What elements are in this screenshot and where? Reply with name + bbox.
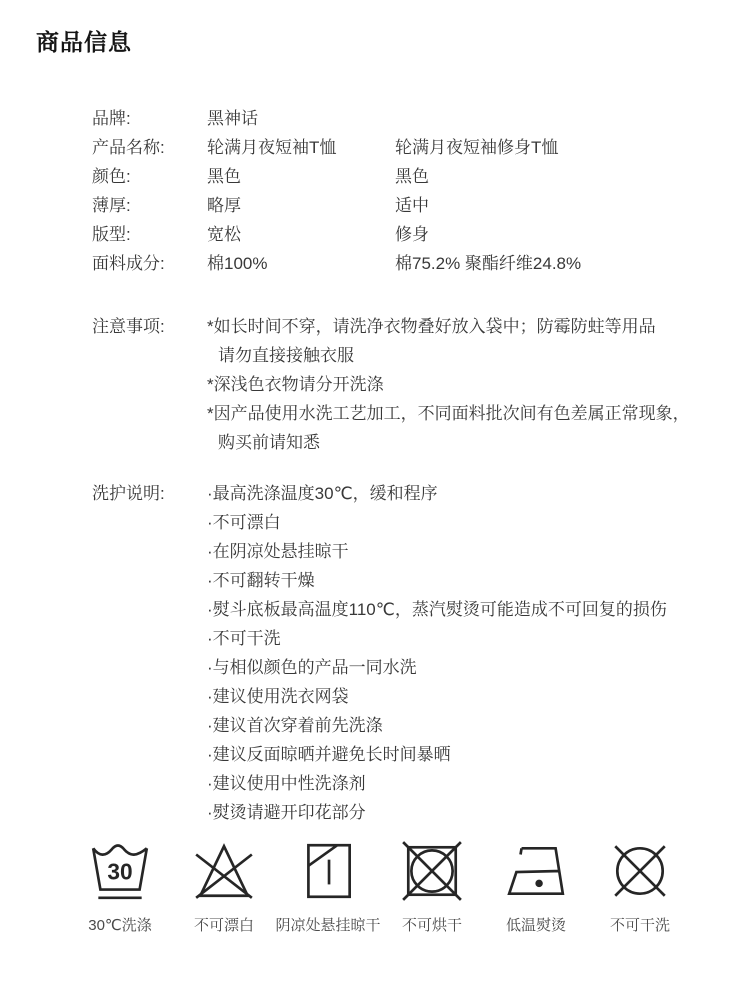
- care-item: ·建议反面晾晒并避免长时间暴晒: [207, 745, 451, 764]
- page-title: 商品信息: [36, 29, 132, 55]
- care-item: ·不可干洗: [207, 629, 281, 648]
- care-symbol-iron-low: [486, 838, 586, 935]
- care-symbol-wash-30: [70, 838, 170, 935]
- notice-line: *因产品使用水洗工艺加工，不同面料批次间有色差属正常现象，: [207, 404, 690, 423]
- care-symbol-no-tumble-dry: [382, 838, 482, 935]
- care-item: ·不可漂白: [207, 513, 281, 532]
- spec-value: 略厚: [207, 196, 241, 215]
- spec-value: 宽松: [207, 225, 241, 244]
- spec-label: 薄厚:: [92, 196, 131, 215]
- spec-row-color: [92, 162, 750, 191]
- care-item: ·在阴凉处悬挂晾干: [207, 542, 349, 561]
- notice-line: *如长时间不穿，请洗净衣物叠好放入袋中；防霉防蛀等用品: [207, 317, 656, 336]
- spec-value: 黑色: [395, 167, 429, 186]
- care-symbol-label: 低温熨烫: [505, 917, 566, 934]
- care-symbol-label: 不可干洗: [609, 917, 670, 934]
- care-item: ·建议使用洗衣网袋: [207, 687, 349, 706]
- care-instructions-section: [92, 479, 750, 827]
- spec-table: [92, 104, 750, 278]
- care-item: ·熨烫请避开印花部分: [207, 803, 366, 822]
- care-symbols-row: [70, 838, 690, 935]
- care-symbol-no-bleach: [174, 838, 274, 935]
- care-item: ·熨斗底板最高温度110℃，蒸汽熨烫可能造成不可回复的损伤: [207, 600, 667, 619]
- spec-value: 轮满月夜短袖T恤: [207, 138, 337, 157]
- notice-line: *深浅色衣物请分开洗涤: [207, 375, 384, 394]
- care-symbol-shade-hang-dry: [275, 838, 381, 935]
- care-symbol-no-dry-clean: [590, 838, 690, 935]
- care-label: 洗护说明:: [92, 484, 165, 503]
- spec-row-product-name: [92, 133, 750, 162]
- no-dry-clean-icon: [607, 838, 673, 904]
- spec-row-fit: [92, 220, 750, 249]
- notice-line: 请勿直接接触衣服: [218, 346, 354, 365]
- no-bleach-icon: [191, 838, 257, 904]
- notice-line: 购买前请知悉: [218, 433, 320, 452]
- spec-value: 修身: [395, 225, 429, 244]
- care-symbol-label: 不可漂白: [193, 917, 254, 934]
- spec-label: 版型:: [92, 225, 131, 244]
- spec-value: 轮满月夜短袖修身T恤: [395, 138, 559, 157]
- spec-row-fabric: [92, 249, 750, 278]
- spec-value: 棉75.2% 聚酯纤维24.8%: [395, 254, 582, 273]
- spec-label: 颜色:: [92, 167, 131, 186]
- care-symbol-label: 阴凉处悬挂晾干: [275, 917, 381, 934]
- spec-value: 适中: [395, 196, 429, 215]
- spec-value: 棉100%: [207, 254, 268, 273]
- wash-temp-number: 30: [107, 858, 133, 885]
- notice-label: 注意事项:: [92, 317, 165, 336]
- care-body: [207, 479, 750, 827]
- spec-row-thickness: [92, 191, 750, 220]
- spec-value: 黑神话: [207, 109, 258, 128]
- spec-label: 面料成分:: [92, 254, 165, 273]
- care-item: ·与相似颜色的产品一同水洗: [207, 658, 417, 677]
- care-symbol-label: 不可烘干: [401, 917, 462, 934]
- shade-hang-dry-icon: [295, 838, 361, 904]
- notice-body: [207, 312, 750, 457]
- spec-label: 产品名称:: [92, 138, 165, 157]
- spec-value: [395, 104, 750, 133]
- care-item: ·最高洗涤温度30℃，缓和程序: [207, 484, 438, 503]
- wash-30-icon: [87, 838, 153, 904]
- notice-section: [92, 312, 750, 457]
- care-item: ·建议首次穿着前先洗涤: [207, 716, 383, 735]
- care-symbol-label: 30℃洗涤: [88, 917, 152, 934]
- care-item: ·建议使用中性洗涤剂: [207, 774, 366, 793]
- spec-value: 黑色: [207, 167, 241, 186]
- iron-low-icon: [503, 838, 569, 904]
- no-tumble-dry-icon: [399, 838, 465, 904]
- care-item: ·不可翻转干燥: [207, 571, 315, 590]
- spec-label: 品牌:: [92, 109, 131, 128]
- spec-row-brand: [92, 104, 750, 133]
